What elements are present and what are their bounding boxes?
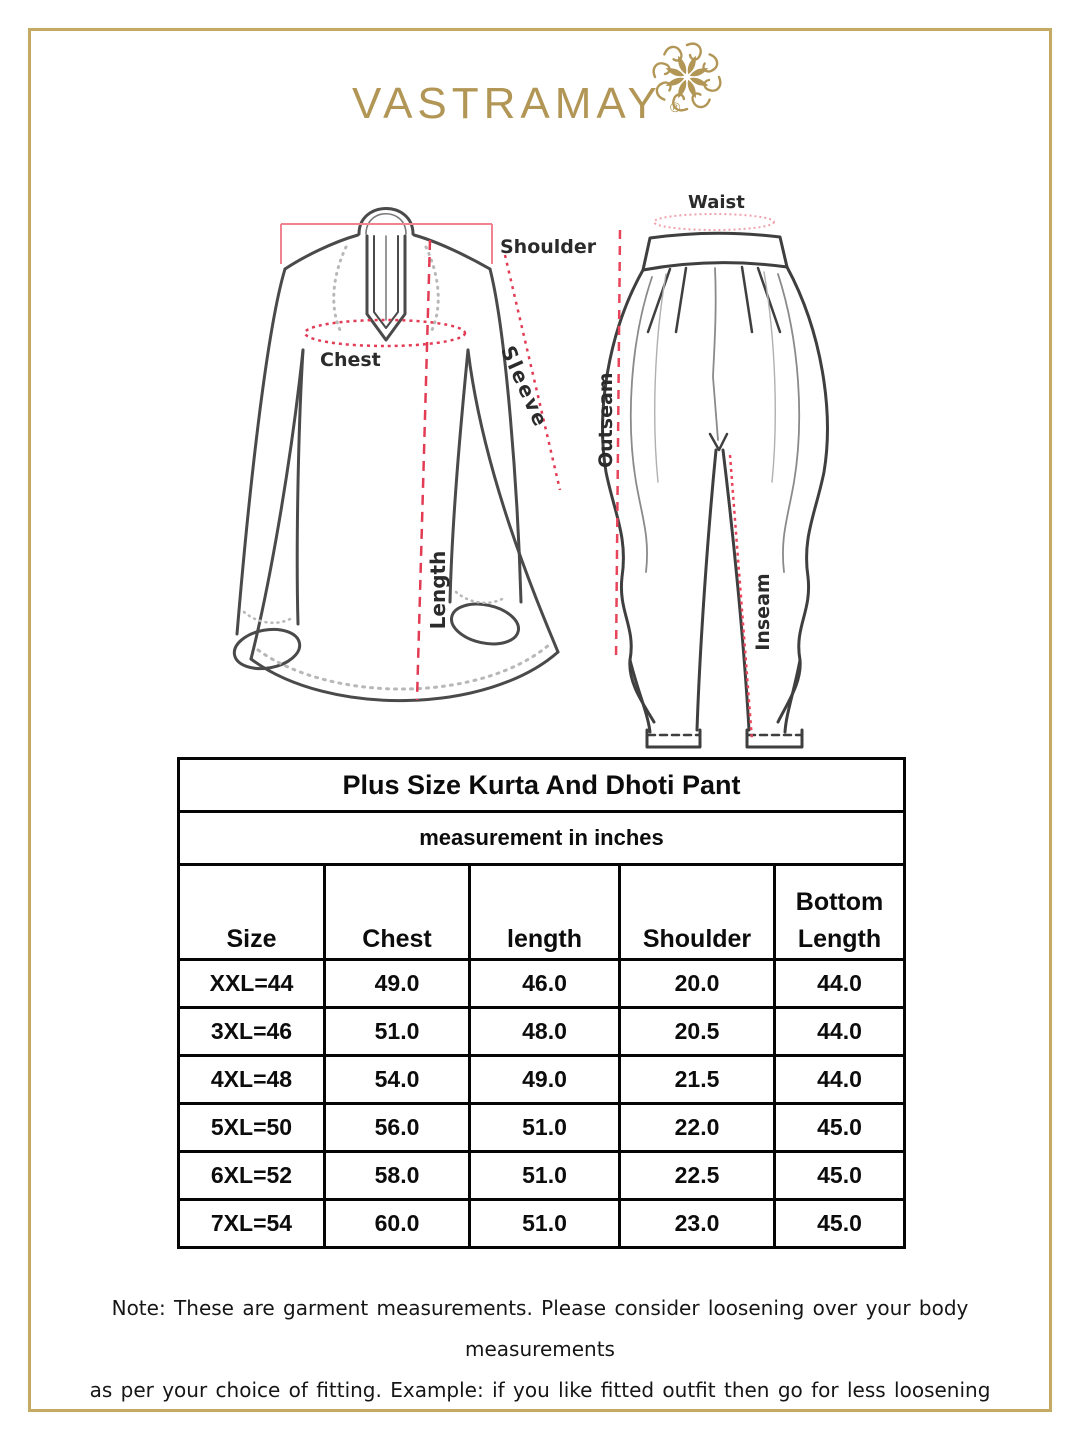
waist-label: Waist — [688, 192, 745, 213]
length-cell: 51.0 — [470, 1104, 620, 1152]
chest-cell: 49.0 — [325, 960, 470, 1008]
length-cell: 49.0 — [470, 1056, 620, 1104]
pant-right-drape — [778, 267, 827, 722]
note-line-1: Note: These are garment measurements. Please consider loosening over your body measurements — [111, 1296, 969, 1361]
kurta-body-right — [468, 350, 558, 652]
bottom-length-cell: 44.0 — [775, 1056, 905, 1104]
shoulder-cell: 21.5 — [620, 1056, 775, 1104]
size-cell: XXL=44 — [179, 960, 325, 1008]
measurement-note — [40, 1288, 1040, 1411]
shoulder-cell: 20.0 — [620, 960, 775, 1008]
table-title-row — [179, 759, 905, 812]
table-subtitle: measurement in inches — [179, 812, 905, 865]
brand-name: VASTRAMAY — [352, 79, 662, 128]
waist-measure-ellipse — [654, 214, 774, 230]
pant-measure-lines — [616, 214, 774, 740]
shoulder-cell: 22.0 — [620, 1104, 775, 1152]
table-row — [179, 1008, 905, 1056]
shoulder-cell: 23.0 — [620, 1200, 775, 1248]
inseam-measure-line — [730, 455, 752, 740]
table-header-row — [179, 865, 905, 960]
bottom-length-cell: 44.0 — [775, 960, 905, 1008]
table-row — [179, 1200, 905, 1248]
size-cell: 3XL=46 — [179, 1008, 325, 1056]
kurta-right-sleeve — [490, 269, 521, 602]
size-cell: 5XL=50 — [179, 1104, 325, 1152]
size-table — [177, 757, 906, 1249]
table-row — [179, 960, 905, 1008]
bottom-length-cell: 45.0 — [775, 1152, 905, 1200]
shoulder-cell: 20.5 — [620, 1008, 775, 1056]
kurta-body-left — [251, 350, 303, 659]
kurta-hem — [251, 652, 558, 701]
pant-right-ankle — [747, 730, 802, 747]
registered-trademark: ® — [670, 99, 681, 115]
table-title: Plus Size Kurta And Dhoti Pant — [179, 759, 905, 812]
dhoti-pant-drawing — [592, 182, 847, 762]
size-cell: 7XL=54 — [179, 1200, 325, 1248]
chest-cell: 58.0 — [325, 1152, 470, 1200]
length-measure-line — [417, 240, 430, 700]
bottom-length-cell: 45.0 — [775, 1200, 905, 1248]
table-row — [179, 1056, 905, 1104]
length-cell: 48.0 — [470, 1008, 620, 1056]
chest-cell: 56.0 — [325, 1104, 470, 1152]
inseam-label: Inseam — [752, 573, 774, 651]
chest-label: Chest — [320, 349, 381, 371]
pant-pleats — [648, 267, 780, 332]
chest-cell: 54.0 — [325, 1056, 470, 1104]
length-cell: 46.0 — [470, 960, 620, 1008]
pant-waistband — [643, 233, 787, 270]
column-header-shoulder: Shoulder — [620, 865, 775, 960]
pant-left-ankle — [647, 730, 700, 747]
note-line-2: as per your choice of fitting. Example: if you like fitted outfit then go for less loosening — [89, 1378, 991, 1402]
chest-cell: 51.0 — [325, 1008, 470, 1056]
table-subtitle-row — [179, 812, 905, 865]
chest-measure-ellipse — [305, 320, 465, 346]
pant-left-leg-inner — [697, 450, 716, 730]
size-cell: 6XL=52 — [179, 1152, 325, 1200]
pant-left-drape — [603, 270, 654, 722]
bottom-length-cell: 44.0 — [775, 1008, 905, 1056]
length-cell: 51.0 — [470, 1152, 620, 1200]
shoulder-label: Shoulder — [500, 236, 597, 258]
table-row — [179, 1152, 905, 1200]
column-header-size: Size — [179, 865, 325, 960]
pant-right-leg-inner — [723, 450, 749, 730]
column-header-bottom-length: Bottom Length — [775, 865, 905, 960]
bottom-length-cell: 45.0 — [775, 1104, 905, 1152]
shoulder-cell: 22.5 — [620, 1152, 775, 1200]
column-header-chest: Chest — [325, 865, 470, 960]
outseam-label: Outseam — [595, 372, 617, 468]
size-cell: 4XL=48 — [179, 1056, 325, 1104]
length-cell: 51.0 — [470, 1200, 620, 1248]
kurta-left-sleeve — [237, 269, 285, 634]
length-label: Length — [426, 550, 450, 630]
kurta-collar — [359, 209, 413, 235]
sleeve-label: Sleeve — [496, 342, 554, 432]
column-header-length: length — [470, 865, 620, 960]
brand-emblem-icon — [652, 36, 722, 118]
table-row — [179, 1104, 905, 1152]
kurta-outline — [231, 209, 558, 701]
chest-cell: 60.0 — [325, 1200, 470, 1248]
